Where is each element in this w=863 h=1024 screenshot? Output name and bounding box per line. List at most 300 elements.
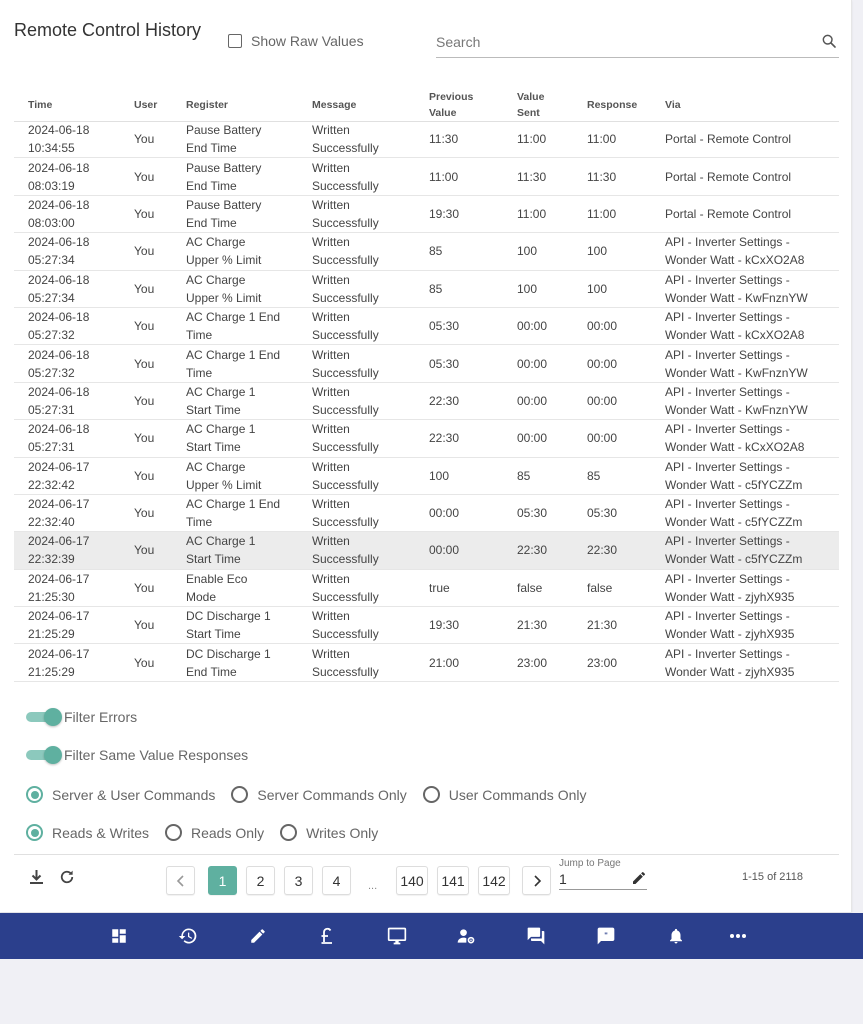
cell-response — [587, 644, 617, 680]
cell-response-text: 100 — [587, 281, 608, 296]
cell-message-text: Written — [312, 197, 350, 212]
page-button[interactable]: 140 — [396, 866, 428, 895]
cell-user — [134, 271, 154, 307]
more-icon[interactable] — [728, 926, 748, 946]
header-previous-line1: Previous — [429, 90, 474, 103]
table-row[interactable] — [14, 532, 839, 569]
cell-time-text: 2024-06-18 — [28, 310, 90, 325]
page-button[interactable]: 2 — [246, 866, 275, 895]
page-button[interactable]: 4 — [322, 866, 351, 895]
cell-user-text: You — [134, 356, 155, 371]
cell-via-text: API - Inverter Settings - — [665, 646, 790, 661]
page-button[interactable]: 1 — [208, 866, 237, 895]
cell-user-text: You — [134, 580, 155, 595]
header-previous-value[interactable] — [429, 88, 473, 121]
cell-time-text: 05:27:34 — [28, 290, 75, 305]
cell-value-sent — [517, 420, 547, 456]
cell-value-sent-text: 23:00 — [517, 655, 548, 670]
cell-via — [665, 420, 804, 456]
cell-message-text: Written — [312, 123, 350, 138]
table-row[interactable] — [14, 458, 839, 495]
cell-value-sent-text: 85 — [517, 468, 531, 483]
cell-register-text: End Time — [186, 178, 237, 193]
cell-via-text: API - Inverter Settings - — [665, 347, 790, 362]
cell-message-text: Successfully — [312, 589, 379, 604]
cell-via — [665, 607, 794, 643]
cell-register-text: End Time — [186, 141, 237, 156]
show-raw-values-toggle[interactable] — [228, 33, 364, 49]
read-write-radio[interactable] — [165, 824, 182, 841]
cell-value-sent-text: 100 — [517, 281, 538, 296]
read-write-radio[interactable] — [26, 824, 43, 841]
cell-time-text: 2024-06-17 — [28, 646, 90, 661]
cell-value-sent-text: 05:30 — [517, 506, 548, 521]
cell-user-text: You — [134, 655, 155, 670]
cell-register — [186, 271, 261, 307]
cell-user — [134, 495, 154, 531]
cell-previous-value — [429, 121, 458, 157]
cell-response — [587, 121, 616, 157]
cell-response — [587, 308, 617, 344]
cell-message — [312, 308, 379, 344]
cell-time-text: 2024-06-18 — [28, 347, 90, 362]
cell-via-text: Portal - Remote Control — [665, 169, 792, 184]
cell-time-text: 05:27:32 — [28, 365, 75, 380]
header-via[interactable]: Via — [665, 98, 681, 111]
cell-value-sent — [517, 121, 546, 157]
cell-time-text: 2024-06-18 — [28, 197, 90, 212]
cell-time — [28, 644, 89, 680]
cell-via-text: API - Inverter Settings - — [665, 384, 790, 399]
page-title: Remote Control History — [14, 20, 202, 40]
cell-time-text: 2024-06-18 — [28, 235, 90, 250]
cell-register-text: DC Discharge 1 — [186, 609, 271, 624]
cell-message-text: Successfully — [312, 290, 379, 305]
table-header — [14, 88, 839, 122]
cell-value-sent — [517, 233, 537, 269]
cell-via-text: Portal - Remote Control — [665, 132, 792, 147]
cell-message-text: Successfully — [312, 253, 379, 268]
cell-via-text: Wonder Watt - kCxXO2A8 — [665, 440, 805, 455]
page-button[interactable]: 142 — [478, 866, 510, 895]
page-button[interactable]: 3 — [284, 866, 313, 895]
cell-value-sent — [517, 532, 547, 568]
cell-via-text: API - Inverter Settings - — [665, 310, 790, 325]
feedback-icon[interactable] — [596, 926, 616, 946]
cell-via — [665, 495, 802, 531]
cell-via-text: API - Inverter Settings - — [665, 235, 790, 250]
cell-time-text: 2024-06-17 — [28, 534, 90, 549]
cell-message-text: Successfully — [312, 215, 379, 230]
cell-response-text: 11:30 — [587, 169, 617, 184]
pagination-ellipsis: ... — [368, 880, 378, 892]
cell-via-text: API - Inverter Settings - — [665, 272, 790, 287]
cell-previous-value-text: 22:30 — [429, 393, 460, 408]
cell-register — [186, 158, 261, 194]
cell-via-text: Wonder Watt - KwFnznYW — [665, 402, 808, 417]
cell-register-text: Upper % Limit — [186, 253, 262, 268]
cell-via — [665, 532, 802, 568]
cell-user — [134, 345, 154, 381]
cell-previous-value — [429, 607, 459, 643]
search-input[interactable] — [436, 30, 806, 54]
cell-register — [186, 458, 261, 494]
pagination-divider — [14, 854, 839, 855]
cell-previous-value — [429, 233, 442, 269]
refresh-icon[interactable] — [58, 868, 76, 891]
cell-user-text: You — [134, 206, 155, 221]
cell-message-text: Successfully — [312, 515, 379, 530]
read-write-option[interactable] — [280, 824, 378, 841]
cell-response-text: 85 — [587, 468, 601, 483]
cell-via — [665, 644, 794, 680]
cell-message-text: Successfully — [312, 627, 379, 642]
cell-time-text: 05:27:31 — [28, 402, 75, 417]
table-row[interactable] — [14, 308, 839, 345]
cell-via-text: Wonder Watt - c5fYCZZm — [665, 552, 803, 567]
cell-via — [665, 158, 791, 194]
cell-response — [587, 383, 617, 419]
cell-time — [28, 570, 89, 606]
cell-user-text: You — [134, 506, 155, 521]
header-value-sent[interactable] — [517, 88, 544, 121]
cell-message-text: Written — [312, 646, 350, 661]
cell-message-text: Written — [312, 609, 350, 624]
show-raw-label: Show Raw Values — [251, 33, 364, 49]
cell-message-text: Written — [312, 160, 350, 175]
cell-message — [312, 121, 379, 157]
cell-user-text: You — [134, 132, 155, 147]
cell-previous-value — [429, 495, 459, 531]
cell-previous-value — [429, 196, 459, 232]
command-type-option[interactable] — [26, 786, 215, 803]
read-write-radio[interactable] — [280, 824, 297, 841]
cell-response — [587, 570, 612, 606]
cell-response — [587, 495, 617, 531]
cell-register — [186, 644, 271, 680]
cell-time — [28, 495, 89, 531]
cell-time-text: 2024-06-18 — [28, 123, 90, 138]
cell-value-sent-text: 11:00 — [517, 206, 547, 221]
prev-page-button[interactable] — [166, 866, 195, 895]
header-time[interactable]: Time — [28, 98, 53, 111]
cell-message — [312, 495, 379, 531]
cell-previous-value — [429, 570, 450, 606]
cell-via-text: Wonder Watt - zjyhX935 — [665, 589, 795, 604]
cell-time-text: 2024-06-18 — [28, 272, 90, 287]
cell-register-text: AC Charge 1 — [186, 422, 256, 437]
cell-user-text: You — [134, 244, 155, 259]
cell-previous-value — [429, 532, 459, 568]
cell-time-text: 2024-06-18 — [28, 422, 90, 437]
header-sent-line1: Value — [517, 90, 545, 103]
cell-previous-value-text: 100 — [429, 468, 450, 483]
table-row[interactable] — [14, 196, 839, 233]
cell-register — [186, 121, 261, 157]
cell-user-text: You — [134, 431, 155, 446]
history-icon[interactable] — [178, 926, 198, 946]
cell-user-text: You — [134, 543, 155, 558]
cell-response-text: 00:00 — [587, 393, 618, 408]
cell-message — [312, 607, 379, 643]
cell-register — [186, 308, 280, 344]
command-type-radios — [26, 786, 602, 803]
filter-same-label: Filter Same Value Responses — [64, 747, 249, 763]
cell-message — [312, 345, 379, 381]
cell-via-text: Wonder Watt - c5fYCZZm — [665, 515, 803, 530]
cell-value-sent-text: false — [517, 580, 543, 595]
cell-register — [186, 196, 261, 232]
cell-message — [312, 383, 379, 419]
user-settings-icon[interactable] — [456, 926, 476, 946]
cell-user — [134, 607, 154, 643]
cell-time-text: 22:32:40 — [28, 515, 75, 530]
table-row[interactable] — [14, 158, 839, 195]
cell-register-text: End Time — [186, 664, 237, 679]
monitor-icon[interactable] — [387, 926, 407, 946]
cell-previous-value-text: 85 — [429, 281, 443, 296]
cell-message-text: Successfully — [312, 440, 379, 455]
cell-via-text: Wonder Watt - kCxXO2A8 — [665, 253, 805, 268]
cell-value-sent — [517, 644, 547, 680]
cell-time — [28, 345, 89, 381]
cell-previous-value — [429, 308, 459, 344]
table-row[interactable] — [14, 121, 839, 158]
cell-user — [134, 196, 154, 232]
cell-register-text: Time — [186, 328, 213, 343]
cell-response-text: 00:00 — [587, 319, 618, 334]
cell-response-text: 11:00 — [587, 206, 617, 221]
cell-register — [186, 532, 255, 568]
cell-register-text: Start Time — [186, 627, 241, 642]
page-button[interactable]: 141 — [437, 866, 469, 895]
cell-message-text: Successfully — [312, 141, 379, 156]
cell-via — [665, 570, 794, 606]
cell-time-text: 10:34:55 — [28, 141, 75, 156]
jump-page-input[interactable] — [559, 869, 647, 890]
cell-time-text: 08:03:00 — [28, 215, 75, 230]
table-row[interactable] — [14, 271, 839, 308]
cell-register-text: Start Time — [186, 402, 241, 417]
header-register[interactable]: Register — [186, 98, 229, 111]
edit-icon[interactable] — [248, 926, 268, 946]
cell-value-sent — [517, 607, 547, 643]
cell-register-text: Start Time — [186, 552, 241, 567]
command-type-label: Server & User Commands — [52, 786, 216, 803]
cell-time-text: 21:25:29 — [28, 664, 75, 679]
cell-previous-value — [429, 345, 459, 381]
cell-message-text: Written — [312, 310, 350, 325]
cell-user-text: You — [134, 319, 155, 334]
cell-register-text: End Time — [186, 215, 237, 230]
cell-time-text: 08:03:19 — [28, 178, 75, 193]
cell-register-text: AC Charge 1 — [186, 534, 256, 549]
table-row[interactable] — [14, 495, 839, 532]
cell-value-sent-text: 22:30 — [517, 543, 548, 558]
cell-via-text: Wonder Watt - c5fYCZZm — [665, 477, 803, 492]
cell-via-text: API - Inverter Settings - — [665, 497, 790, 512]
cell-previous-value-text: true — [429, 580, 450, 595]
cell-previous-value — [429, 458, 449, 494]
command-type-radio[interactable] — [26, 786, 43, 803]
cell-previous-value — [429, 271, 442, 307]
cell-value-sent-text: 100 — [517, 244, 538, 259]
cell-via-text: Wonder Watt - KwFnznYW — [665, 290, 808, 305]
command-type-option[interactable] — [423, 786, 587, 803]
command-type-option[interactable] — [231, 786, 406, 803]
cell-via — [665, 345, 808, 381]
filter-errors-switch[interactable] — [26, 710, 60, 724]
cell-value-sent — [517, 158, 546, 194]
cell-message — [312, 420, 379, 456]
cell-register — [186, 420, 255, 456]
cell-response — [587, 271, 607, 307]
cell-via — [665, 233, 804, 269]
cell-time-text: 2024-06-18 — [28, 160, 90, 175]
table-row[interactable] — [14, 345, 839, 382]
cell-register-text: AC Charge — [186, 235, 246, 250]
cell-time-text: 05:27:31 — [28, 440, 75, 455]
cell-response-text: 22:30 — [587, 543, 618, 558]
cell-via-text: Portal - Remote Control — [665, 206, 792, 221]
cell-user-text: You — [134, 169, 155, 184]
chevron-left-icon — [176, 875, 186, 887]
command-type-radio[interactable] — [423, 786, 440, 803]
cell-previous-value-text: 22:30 — [429, 431, 460, 446]
dashboard-icon[interactable] — [109, 926, 129, 946]
cell-user — [134, 532, 154, 568]
cell-register-text: Time — [186, 515, 213, 530]
cell-register — [186, 570, 247, 606]
cell-time-text: 22:32:42 — [28, 477, 75, 492]
cell-previous-value-text: 11:30 — [429, 132, 459, 147]
table-row[interactable] — [14, 420, 839, 457]
cell-value-sent-text: 00:00 — [517, 431, 548, 446]
cell-time-text: 21:25:30 — [28, 589, 75, 604]
cell-time — [28, 271, 89, 307]
read-write-label: Writes Only — [306, 824, 379, 841]
cell-time — [28, 420, 89, 456]
cell-previous-value-text: 00:00 — [429, 543, 460, 558]
jump-label: Jump to Page — [559, 858, 621, 869]
cell-time-text: 22:32:39 — [28, 552, 75, 567]
cell-register-text: AC Charge — [186, 272, 246, 287]
cell-time — [28, 532, 89, 568]
cell-via-text: API - Inverter Settings - — [665, 534, 790, 549]
cell-user-text: You — [134, 468, 155, 483]
cell-register-text: Enable Eco — [186, 571, 248, 586]
next-page-button[interactable] — [522, 866, 551, 895]
cell-value-sent — [517, 345, 547, 381]
cell-register-text: AC Charge 1 End — [186, 310, 281, 325]
table-row[interactable] — [14, 570, 839, 607]
cell-via — [665, 308, 804, 344]
cell-time — [28, 458, 89, 494]
cell-via — [665, 271, 808, 307]
cell-time — [28, 308, 89, 344]
bell-icon[interactable] — [666, 926, 686, 946]
pound-icon[interactable] — [317, 926, 337, 946]
svg-text:": " — [604, 930, 608, 940]
cell-value-sent — [517, 271, 537, 307]
read-write-option[interactable] — [165, 824, 264, 841]
cell-time-text: 2024-06-17 — [28, 571, 90, 586]
header-previous-line2: Value — [429, 106, 457, 119]
cell-response — [587, 607, 617, 643]
cell-user-text: You — [134, 393, 155, 408]
cell-previous-value — [429, 158, 458, 194]
cell-response-text: 05:30 — [587, 506, 618, 521]
read-write-option[interactable] — [26, 824, 149, 841]
show-raw-checkbox[interactable] — [228, 34, 242, 48]
table-row[interactable] — [14, 644, 839, 681]
cell-via-text: Wonder Watt - zjyhX935 — [665, 664, 795, 679]
cell-register-text: Time — [186, 365, 213, 380]
cell-time — [28, 383, 89, 419]
cell-response-text: 11:00 — [587, 132, 617, 147]
cell-time-text: 05:27:34 — [28, 253, 75, 268]
download-icon[interactable] — [28, 868, 45, 891]
jump-to-page — [559, 858, 647, 890]
bottom-navbar — [0, 913, 863, 959]
cell-user-text: You — [134, 618, 155, 633]
cell-via-text: API - Inverter Settings - — [665, 571, 790, 586]
cell-via — [665, 196, 791, 232]
cell-via-text: API - Inverter Settings - — [665, 459, 790, 474]
cell-register — [186, 495, 280, 531]
table-row[interactable] — [14, 607, 839, 644]
cell-response — [587, 233, 607, 269]
header-message[interactable]: Message — [312, 98, 357, 111]
cell-time — [28, 121, 89, 157]
pencil-icon[interactable] — [631, 870, 647, 889]
cell-response — [587, 532, 617, 568]
cell-via — [665, 121, 791, 157]
cell-value-sent — [517, 308, 547, 344]
cell-register-text: Upper % Limit — [186, 290, 262, 305]
cell-message-text: Written — [312, 497, 350, 512]
filter-same-switch[interactable] — [26, 748, 60, 762]
search-icon[interactable] — [821, 33, 837, 54]
cell-previous-value-text: 11:00 — [429, 169, 459, 184]
table-row[interactable] — [14, 233, 839, 270]
table-body — [14, 121, 839, 682]
cell-response — [587, 345, 617, 381]
chat-icon[interactable] — [526, 926, 546, 946]
cell-user — [134, 458, 154, 494]
cell-message — [312, 458, 379, 494]
cell-register-text: Mode — [186, 589, 217, 604]
cell-response-text: 00:00 — [587, 356, 618, 371]
cell-previous-value — [429, 420, 459, 456]
header-user[interactable]: User — [134, 98, 158, 111]
header-response[interactable]: Response — [587, 98, 638, 111]
cell-response — [587, 420, 617, 456]
cell-user — [134, 570, 154, 606]
cell-register-text: AC Charge 1 End — [186, 347, 281, 362]
cell-via-text: API - Inverter Settings - — [665, 609, 790, 624]
table-row[interactable] — [14, 383, 839, 420]
cell-via-text: Wonder Watt - KwFnznYW — [665, 365, 808, 380]
cell-previous-value-text: 00:00 — [429, 506, 460, 521]
cell-register-text: Pause Battery — [186, 197, 262, 212]
filter-errors-row — [26, 709, 137, 725]
command-type-radio[interactable] — [231, 786, 248, 803]
cell-register-text: DC Discharge 1 — [186, 646, 271, 661]
cell-message — [312, 196, 379, 232]
cell-value-sent-text: 11:30 — [517, 169, 547, 184]
cell-via-text: Wonder Watt - zjyhX935 — [665, 627, 795, 642]
